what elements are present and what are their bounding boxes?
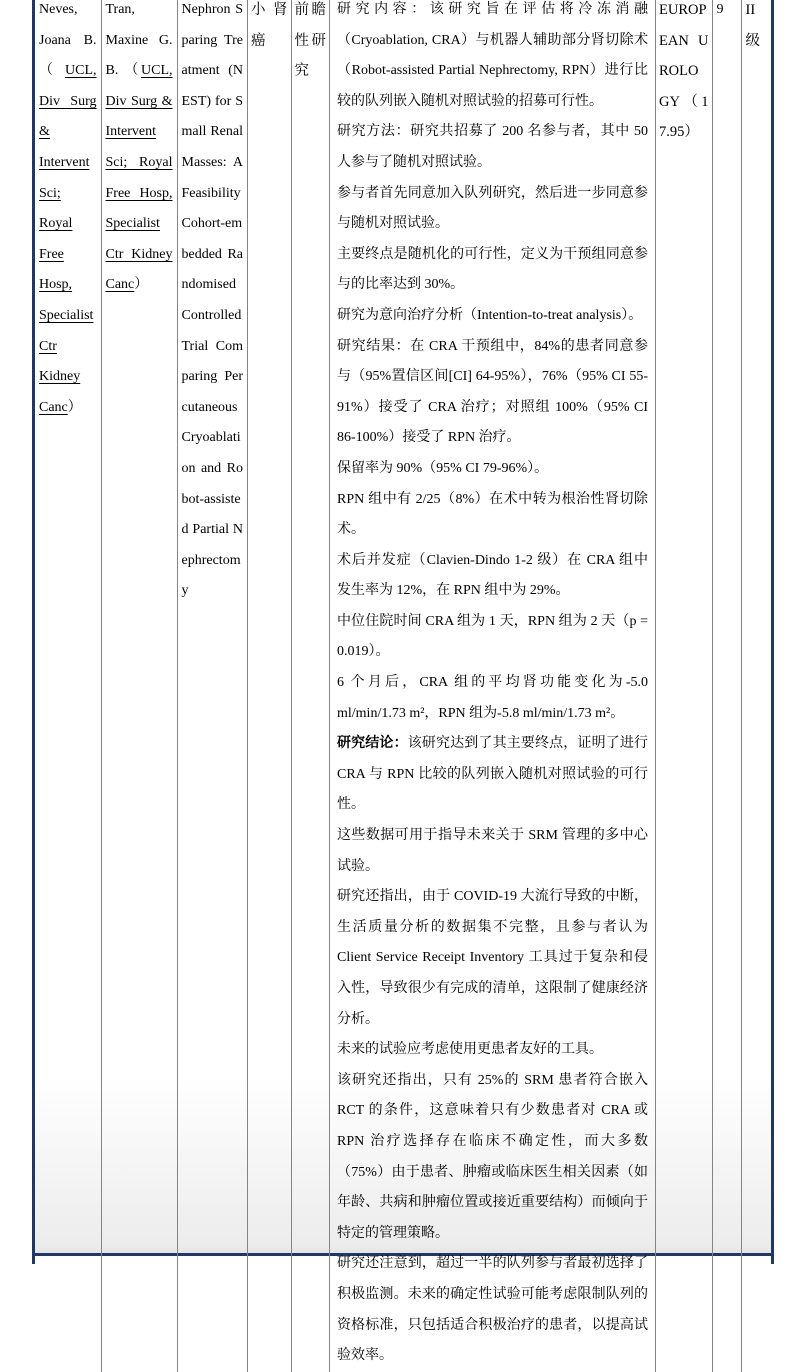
empty-cell [713, 1256, 742, 1264]
paren-close: ） [134, 277, 149, 293]
summary-paragraph: RPN 组中有 2/25（8%）在术中转为根治性肾切除术。 [337, 491, 648, 538]
summary-paragraph: 主要终点是随机化的可行性，定义为干预组同意参与的比率达到 30%。 [337, 246, 648, 293]
summary-paragraph: 未来的试验应考虑使用更患者友好的工具。 [337, 1042, 603, 1058]
evidence-level-cell: II 级 [745, 2, 760, 49]
summary-paragraph: 研究还注意到，超过一半的队列参与者最初选择了积极监测。未来的确定性试验可能考虑限制队列的资格标准，只包括适合积极治疗的患者，以提高试验效率。 [337, 1256, 648, 1364]
citations-cell: 9 [713, 0, 742, 1372]
study-entry-row [35, 0, 771, 1364]
second-author-affiliation: UCL, Div Surg & Intervent Sci; Royal Free Hosp, Specialist Ctr Kidney Canc [105, 63, 173, 293]
summary-paragraph: 研究为意向治疗分析（Intention-to-treat analysis）。 [337, 307, 643, 323]
study-type-cell: 前瞻性研究 [292, 0, 331, 1372]
empty-cell [742, 1256, 772, 1264]
summary-paragraph: 中位住院时间 CRA 组为 1 天，RPN 组为 2 天（p = 0.019）。 [337, 613, 648, 660]
summary-paragraph: 6 个月后，CRA 组的平均肾功能变化为-5.0 ml/min/1.73 m²，RPN 组为-5.8 ml/min/1.73 m²。 [337, 675, 648, 721]
first-author-name: Neves, Joana B. [39, 2, 97, 48]
article-title-cell: Nephron Sparing Treatment (NEST) for Small Renal Masses: A Feasibility Cohort-embedded Randomised Controlled Trial Comparing Percutaneous Cryoablation and Robot-assisted Partial Nephrectomy [178, 0, 249, 1372]
empty-cell [292, 1256, 331, 1264]
summary-paragraph: 术后并发症（Clavien-Dindo 1-2 级）在 CRA 组中发生率为 12%，在 RPN 组中为 29%。 [337, 552, 648, 599]
summary-paragraph: 研究方法：研究共招募了 200 名参与者，其中 50 人参与了随机对照试验。 [337, 124, 648, 170]
paren-close: ） [67, 399, 82, 415]
summary-paragraph: 研究还指出，由于 COVID-19 大流行导致的中断，生活质量分析的数据集不完整，且参与者认为 Client Service Receipt Inventory 工具过于复杂和侵入性，导致很少有完成的清单，这限制了健康经济分析。 [337, 889, 648, 1027]
second-author-name: Tran, Maxine G. B. [105, 2, 173, 79]
summary-paragraph: 研究结论：该研究达到了其主要终点，证明了进行 CRA 与 RPN 比较的队列嵌入随机对照试验的可行性。 [337, 736, 649, 813]
disease-cell: 小肾癌 [248, 0, 292, 1372]
summary-paragraph: 这些数据可用于指导未来关于 SRM 管理的多中心试验。 [337, 828, 648, 874]
paren-open: （ [39, 63, 65, 79]
first-author-cell [35, 0, 102, 1372]
first-author-affiliation: UCL, Div Surg & Intervent Sci; Royal Free Hosp, Specialist Ctr Kidney Canc [39, 63, 97, 415]
empty-cell [330, 1256, 656, 1264]
second-author-cell [102, 0, 178, 1372]
summary-paragraph: 该研究还指出，只有 25%的 SRM 患者符合嵌入 RCT 的条件，这意味着只有少数患者对 CRA 或 RPN 治疗选择存在临床不确定性，而大多数（75%）由于患者、肿瘤或临床医生相关因素（如年龄、共病和肿瘤位置或接近重要结构）而倾向于特定的管理策略。 [337, 1072, 648, 1241]
empty-cell [178, 1256, 249, 1264]
summary-cell [330, 0, 656, 1372]
paren-open: （ [124, 63, 141, 79]
journal-cell: EUROPEAN UROLOGY（17.95） [656, 0, 713, 1372]
literature-table [32, 0, 774, 1364]
paragraph-lead: 研究结论： [337, 736, 408, 752]
summary-paragraph: 研究内容：该研究旨在评估将冷冻消融（Cryoablation, CRA）与机器人辅助部分肾切除术（Robot-assisted Partial Nephrectomy, RPN）进行比较的队列嵌入随机对照试验的招募可行性。 [337, 2, 648, 109]
summary-paragraph: 参与者首先同意加入队列研究，然后进一步同意参与随机对照试验。 [337, 185, 648, 232]
summary-paragraph: 保留率为 90%（95% CI 79-96%）。 [337, 460, 549, 476]
empty-cell [102, 1256, 178, 1264]
summary-paragraph: 研究结果：在 CRA 干预组中，84%的患者同意参与（95%置信区间[CI] 64-95%），76%（95% CI 55-91%）接受了 CRA 治疗；对照组 100%（95% CI 86-100%）接受了 RPN 治疗。 [337, 338, 648, 446]
empty-cell [656, 1256, 713, 1264]
next-row-partial [35, 1256, 771, 1264]
empty-cell [248, 1256, 292, 1264]
empty-cell [35, 1256, 102, 1264]
